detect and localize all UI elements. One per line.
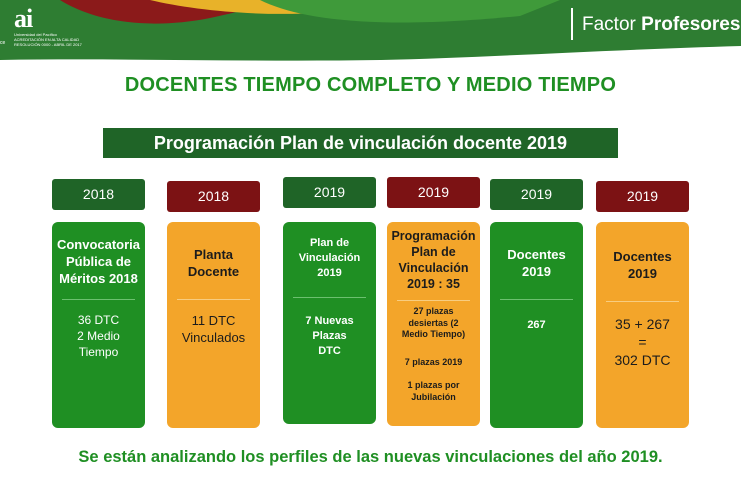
card-body-line: 11 DTC	[191, 313, 236, 328]
year-tab-6: 2019	[596, 181, 689, 212]
logo-line-3: RESOLUCIÓN 0000 - ABRIL DE 2017	[14, 42, 82, 47]
card-docentes-2019-b	[596, 222, 689, 428]
logo-line-2: ACREDITACIÓN EN ALTA CALIDAD	[14, 37, 80, 42]
card-body	[56, 312, 141, 360]
footer-note: Se están analizando los perfiles de las nuevas vinculaciones del año 2019.	[78, 448, 663, 466]
card-body-line: Plazas	[312, 330, 347, 342]
logo-line-1: Universidad del Pacífico	[14, 32, 57, 37]
logo-side-text: ce	[0, 40, 6, 46]
page-title: DOCENTES TIEMPO COMPLETO Y MEDIO TIEMPO	[124, 74, 617, 96]
card-plan-vinculacion	[283, 222, 376, 424]
card-body-line: 7 Nuevas	[305, 315, 354, 327]
card-convocatoria	[52, 222, 145, 428]
card-divider	[500, 299, 573, 300]
year-tab-2: 2018	[167, 181, 260, 212]
card-body-line: 302 DTC	[614, 352, 671, 368]
card-body-line: Tiempo	[78, 345, 119, 359]
card-body-line: 267	[527, 319, 546, 331]
card-body-line: 1 plazas por Jubilación	[407, 380, 460, 402]
card-heading: Planta Docente	[187, 247, 240, 279]
header-banner	[0, 0, 741, 62]
header-title-bold: Profesores	[641, 14, 741, 35]
card-heading: Convocatoria Pública de Méritos 2018	[56, 237, 141, 286]
card-divider	[606, 301, 679, 302]
year-tab-3: 2019	[283, 177, 376, 208]
card-body-line: 7 plazas 2019	[404, 356, 463, 367]
subtitle-bar: Programación Plan de vinculación docente 2019	[103, 128, 618, 158]
card-heading: Docentes 2019	[613, 249, 672, 281]
card-divider	[397, 300, 470, 301]
card-body-line: 27 plazas desiertas (2 Medio Tiempo)	[401, 306, 466, 339]
card-body	[494, 318, 579, 333]
card-heading: Plan de Vinculación 2019	[298, 237, 361, 279]
header-title	[582, 14, 740, 36]
card-body-line: 35 + 267	[615, 316, 670, 332]
card-divider	[62, 299, 135, 300]
card-body-line: Vinculados	[181, 330, 246, 345]
card-body	[287, 314, 372, 359]
year-tab-1: 2018	[52, 179, 145, 210]
header-separator	[571, 8, 573, 40]
card-body-line: 2 Medio	[77, 329, 120, 343]
card-heading: Programación Plan de Vinculación 2019 : 35	[391, 229, 476, 291]
card-divider	[293, 297, 366, 298]
card-body-line: =	[638, 334, 647, 350]
card-body	[391, 306, 476, 403]
logo-mark: ai	[14, 4, 33, 33]
card-body-line: DTC	[318, 345, 341, 357]
year-tab-4: 2019	[387, 177, 480, 208]
card-heading: Docentes 2019	[507, 247, 566, 279]
card-docentes-2019-a	[490, 222, 583, 428]
year-tab-5: 2019	[490, 179, 583, 210]
header-title-light: Factor	[582, 14, 636, 35]
card-planta-docente	[167, 222, 260, 428]
card-body	[171, 312, 256, 346]
card-body-line: 36 DTC	[77, 313, 120, 327]
university-logo	[14, 4, 82, 54]
card-divider	[177, 299, 250, 300]
card-body	[600, 315, 685, 369]
card-programacion	[387, 222, 480, 426]
